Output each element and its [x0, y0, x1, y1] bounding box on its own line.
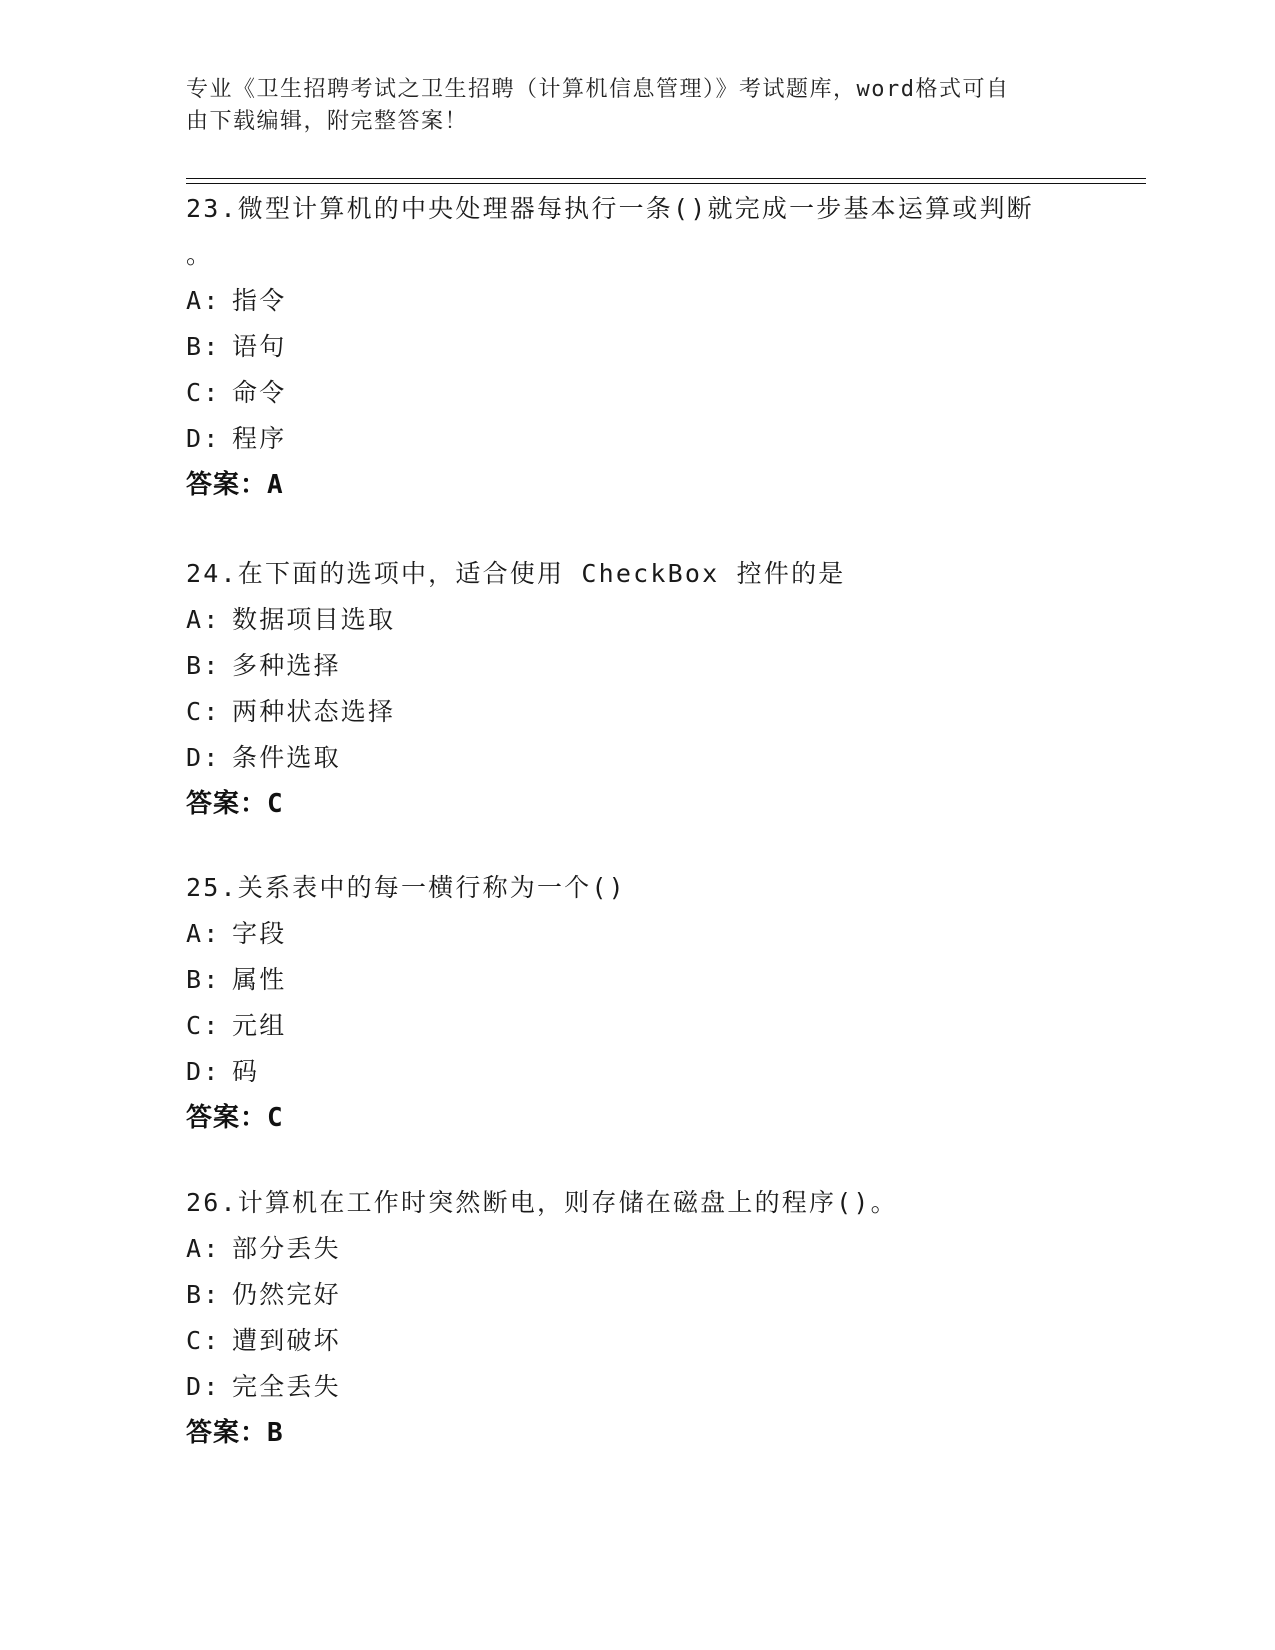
option-text: 属性 — [232, 965, 287, 994]
question-stem — [186, 1180, 1086, 1226]
option-letter: C: — [186, 378, 221, 407]
option-b — [186, 324, 1086, 370]
option-text: 条件选取 — [232, 743, 341, 772]
answer-label: 答案： — [186, 1418, 268, 1448]
option-text: 字段 — [232, 919, 287, 948]
question-23 — [186, 186, 1086, 508]
answer-label: 答案： — [186, 470, 268, 500]
option-text: 语句 — [232, 332, 287, 361]
answer-line — [186, 1095, 1086, 1141]
option-letter: A: — [186, 1234, 221, 1263]
option-text: 完全丢失 — [232, 1372, 341, 1401]
header-line-1: 专业《卫生招聘考试之卫生招聘（计算机信息管理）》考试题库，word格式可自 — [186, 77, 1010, 102]
option-c — [186, 1003, 1086, 1049]
option-letter: B: — [186, 1280, 221, 1309]
option-text: 命令 — [232, 378, 287, 407]
question-number: 26. — [186, 1188, 238, 1217]
option-text: 部分丢失 — [232, 1234, 341, 1263]
option-letter: B: — [186, 965, 221, 994]
option-letter: A: — [186, 919, 221, 948]
question-26 — [186, 1180, 1086, 1456]
answer-line — [186, 781, 1086, 827]
question-text: 关系表中的每一横行称为一个() — [237, 873, 626, 902]
option-letter: D: — [186, 1057, 221, 1086]
option-letter: D: — [186, 1372, 221, 1401]
option-letter: A: — [186, 605, 221, 634]
option-letter: B: — [186, 332, 221, 361]
question-text: 计算机在工作时突然断电，则存储在磁盘上的程序()。 — [237, 1188, 898, 1217]
answer-value: B — [267, 1418, 284, 1448]
option-a — [186, 597, 1086, 643]
option-a — [186, 278, 1086, 324]
option-letter: A: — [186, 286, 221, 315]
option-text: 两种状态选择 — [232, 697, 396, 726]
option-text: 仍然完好 — [232, 1280, 341, 1309]
header-divider-bottom — [186, 183, 1146, 184]
option-d — [186, 1364, 1086, 1410]
option-d — [186, 416, 1086, 462]
option-letter: B: — [186, 651, 221, 680]
option-letter: D: — [186, 743, 221, 772]
option-a — [186, 911, 1086, 957]
question-number: 23. — [186, 194, 238, 223]
option-b — [186, 1272, 1086, 1318]
header-divider-top — [186, 178, 1146, 179]
option-c — [186, 370, 1086, 416]
question-number: 25. — [186, 873, 238, 902]
option-c — [186, 1318, 1086, 1364]
option-d — [186, 735, 1086, 781]
option-text: 数据项目选取 — [232, 605, 396, 634]
answer-label: 答案： — [186, 1103, 268, 1133]
question-stem — [186, 865, 1086, 911]
option-letter: C: — [186, 1326, 221, 1355]
option-text: 多种选择 — [232, 651, 341, 680]
question-25 — [186, 865, 1086, 1141]
question-stem — [186, 186, 1086, 232]
question-24 — [186, 551, 1086, 827]
question-stem — [186, 551, 1086, 597]
document-header — [186, 74, 1066, 138]
option-text: 指令 — [232, 286, 287, 315]
option-d — [186, 1049, 1086, 1095]
answer-value: C — [267, 789, 284, 819]
option-text: 遭到破坏 — [232, 1326, 341, 1355]
answer-line — [186, 462, 1086, 508]
question-stem-continuation: 。 — [186, 240, 214, 269]
option-a — [186, 1226, 1086, 1272]
option-text: 码 — [232, 1057, 260, 1086]
answer-value: C — [267, 1103, 284, 1133]
option-letter: C: — [186, 1011, 221, 1040]
option-b — [186, 643, 1086, 689]
option-letter: C: — [186, 697, 221, 726]
option-letter: D: — [186, 424, 221, 453]
answer-value: A — [267, 470, 284, 500]
question-number: 24. — [186, 559, 238, 588]
answer-label: 答案： — [186, 789, 268, 819]
question-text: 在下面的选项中，适合使用 CheckBox 控件的是 — [237, 559, 846, 588]
option-text: 程序 — [232, 424, 287, 453]
option-b — [186, 957, 1086, 1003]
header-line-2: 由下载编辑，附完整答案！ — [186, 109, 469, 134]
option-text: 元组 — [232, 1011, 287, 1040]
question-text: 微型计算机的中央处理器每执行一条()就完成一步基本运算或判断 — [237, 194, 1034, 223]
option-c — [186, 689, 1086, 735]
answer-line — [186, 1410, 1086, 1456]
